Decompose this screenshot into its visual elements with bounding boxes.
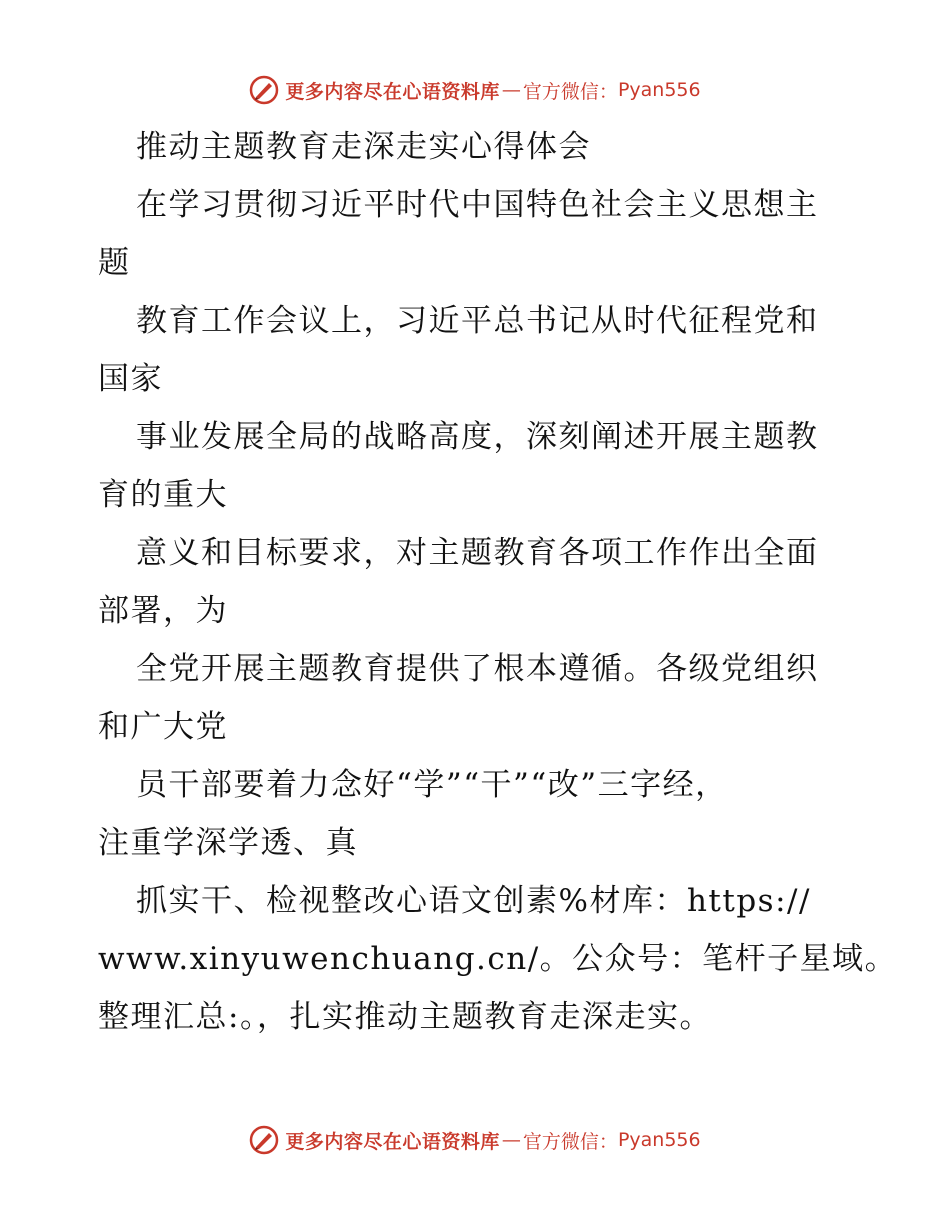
body-line: www.xinyuwenchuang.cn/。公众号：笔杆子星域。 xyxy=(98,941,898,977)
body-line: 育的重大 xyxy=(98,477,228,513)
footer-banner xyxy=(0,1120,950,1160)
header-wechat-id: Pyan556 xyxy=(617,79,701,101)
footer-banner-dash: — xyxy=(501,1129,521,1151)
body-line: 和广大党 xyxy=(98,709,228,745)
body-line: 注重学深学透、真 xyxy=(98,825,358,861)
header-wechat-label: 官方微信： xyxy=(522,80,618,103)
document-title: 推动主题教育走深走实心得体会 xyxy=(136,129,591,165)
body-line: 部署，为 xyxy=(98,593,228,629)
body-line: 事业发展全局的战略高度，深刻阐述开展主题教 xyxy=(136,419,819,455)
body-line: 教育工作会议上，习近平总书记从时代征程党和 xyxy=(136,303,819,339)
body-line: 全党开展主题教育提供了根本遵循。各级党组织 xyxy=(136,651,819,687)
header-banner-dash: — xyxy=(501,79,521,101)
footer-wechat-label: 官方微信： xyxy=(522,1130,618,1153)
header-banner xyxy=(0,70,950,110)
pen-logo-icon xyxy=(249,75,279,105)
body-line: 题 xyxy=(98,245,131,281)
body-line: 意义和目标要求，对主题教育各项工作作出全面 xyxy=(136,535,819,571)
body-line: 在学习贯彻习近平时代中国特色社会主义思想主 xyxy=(136,187,819,223)
body-line: 整理汇总:。，扎实推动主题教育走深走实。 xyxy=(98,999,712,1035)
footer-banner-text: 更多内容尽在心语资料库 xyxy=(285,1130,500,1153)
body-line: 员干部要着力念好“学”“干”“改”三字经， xyxy=(136,767,728,803)
body-line: 国家 xyxy=(98,361,163,397)
body-line: 抓实干、检视整改心语文创素%材库：https:// xyxy=(136,883,811,919)
document-body xyxy=(98,118,898,1046)
footer-wechat-id: Pyan556 xyxy=(617,1129,701,1151)
pen-logo-icon xyxy=(249,1125,279,1155)
header-banner-text: 更多内容尽在心语资料库 xyxy=(285,80,500,103)
